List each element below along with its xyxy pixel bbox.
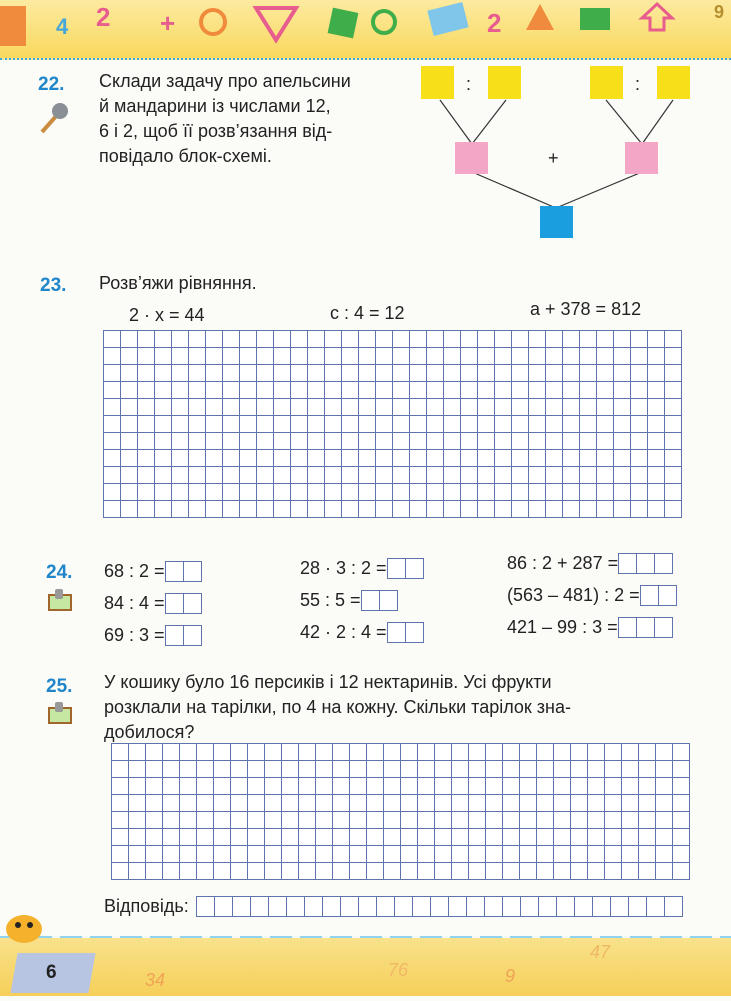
exercise-item bbox=[507, 553, 673, 574]
yellow-box bbox=[657, 66, 690, 99]
equation-1: 2 · x = 44 bbox=[129, 305, 205, 325]
task-23-title: Розв’яжи рівняння. bbox=[99, 273, 257, 293]
header-glyph-2: 2 bbox=[96, 2, 111, 32]
task-22-line: й мандарини із числами 12, bbox=[99, 96, 331, 116]
exercise-text: (563 – 481) : 2 = bbox=[507, 585, 640, 605]
header-band bbox=[0, 0, 731, 60]
diagram-op-right: : bbox=[635, 74, 641, 94]
task-22-line: повідало блок-схемі. bbox=[99, 146, 272, 166]
answer-cells[interactable] bbox=[619, 617, 673, 638]
yellow-box bbox=[421, 66, 454, 99]
task-22-line: 6 і 2, щоб її розв’язання від- bbox=[99, 121, 333, 141]
footer-number: 34 bbox=[145, 970, 166, 990]
header-decor bbox=[0, 0, 731, 58]
task-25-line: добилося? bbox=[104, 722, 195, 742]
exercise-text: 68 : 2 = bbox=[104, 561, 165, 581]
task-24-number: 24. bbox=[46, 562, 73, 583]
exercise-text: 84 : 4 = bbox=[104, 593, 165, 613]
exercise-item bbox=[104, 561, 202, 582]
answer-cells[interactable] bbox=[166, 593, 202, 614]
task-25-number: 25. bbox=[46, 676, 73, 697]
answer-cells[interactable] bbox=[388, 558, 424, 579]
task-22-number: 22. bbox=[38, 74, 65, 95]
answer-cells[interactable] bbox=[619, 553, 673, 574]
footer-number: 47 bbox=[590, 942, 611, 962]
task-23-grid[interactable] bbox=[103, 330, 682, 518]
exercise-text: 28 · 3 : 2 = bbox=[300, 558, 387, 578]
task-25-text bbox=[104, 670, 700, 745]
bird-icon bbox=[2, 905, 46, 945]
exercise-item bbox=[104, 625, 202, 646]
task-25-line: розклали на тарілки, по 4 на кожну. Скільки тарілок зна- bbox=[104, 697, 571, 717]
answer-line-cells[interactable] bbox=[197, 896, 683, 917]
diagram-op-middle: + bbox=[548, 148, 559, 168]
exercise-item bbox=[300, 558, 424, 579]
pink-box bbox=[455, 142, 488, 174]
header-glyph-4: 4 bbox=[56, 14, 69, 39]
exercise-item bbox=[507, 617, 673, 638]
page-number: 6 bbox=[46, 962, 57, 983]
exercise-item bbox=[507, 585, 677, 606]
blue-box bbox=[540, 206, 573, 238]
task-22-line: Склади задачу про апельсини bbox=[99, 71, 351, 91]
equation-2: c : 4 = 12 bbox=[330, 303, 405, 323]
exercise-text: 55 : 5 = bbox=[300, 590, 361, 610]
book-icon bbox=[46, 700, 74, 726]
spiral-icon bbox=[201, 10, 225, 34]
diamond-icon bbox=[427, 2, 468, 36]
exercise-item bbox=[300, 622, 424, 643]
footer-decor bbox=[0, 938, 731, 996]
answer-cells[interactable] bbox=[362, 590, 398, 611]
exercise-text: 69 : 3 = bbox=[104, 625, 165, 645]
exercise-text: 42 · 2 : 4 = bbox=[300, 622, 387, 642]
footer-number: 9 bbox=[505, 966, 516, 986]
answer-label: Відповідь: bbox=[104, 896, 189, 916]
square-icon bbox=[328, 8, 359, 39]
exercise-text: 86 : 2 + 287 = bbox=[507, 553, 619, 573]
footer-number: 76 bbox=[388, 960, 409, 980]
block-diagram bbox=[410, 60, 710, 250]
arrow-up-icon bbox=[642, 4, 672, 30]
answer-cells[interactable] bbox=[641, 585, 677, 606]
book-icon bbox=[46, 587, 74, 613]
star-icon bbox=[526, 4, 554, 30]
header-glyph-9: 9 bbox=[714, 2, 725, 22]
answer-row bbox=[104, 896, 683, 917]
header-glyph-2b: 2 bbox=[487, 8, 502, 38]
microphone-icon bbox=[36, 100, 70, 136]
footer-band bbox=[0, 938, 731, 996]
diagram-op-left: : bbox=[466, 74, 472, 94]
yellow-box bbox=[590, 66, 623, 99]
rectangle-icon bbox=[580, 8, 610, 30]
exercise-item bbox=[104, 593, 202, 614]
exercise-text: 421 – 99 : 3 = bbox=[507, 617, 618, 637]
task-25-line: У кошику було 16 персиків і 12 нектаринів. Усі фрукти bbox=[104, 672, 552, 692]
exercise-item bbox=[300, 590, 398, 611]
triangle-icon bbox=[256, 8, 296, 40]
answer-cells[interactable] bbox=[388, 622, 424, 643]
answer-cells[interactable] bbox=[166, 625, 202, 646]
circle-icon bbox=[373, 11, 395, 33]
yellow-box bbox=[488, 66, 521, 99]
task-22-text bbox=[99, 69, 419, 169]
answer-cells[interactable] bbox=[166, 561, 202, 582]
cat-icon bbox=[0, 6, 26, 46]
task-25-grid[interactable] bbox=[111, 743, 690, 880]
header-plus: + bbox=[160, 8, 176, 38]
pink-box bbox=[625, 142, 658, 174]
equation-3: a + 378 = 812 bbox=[530, 299, 642, 319]
task-23-number: 23. bbox=[40, 275, 67, 296]
